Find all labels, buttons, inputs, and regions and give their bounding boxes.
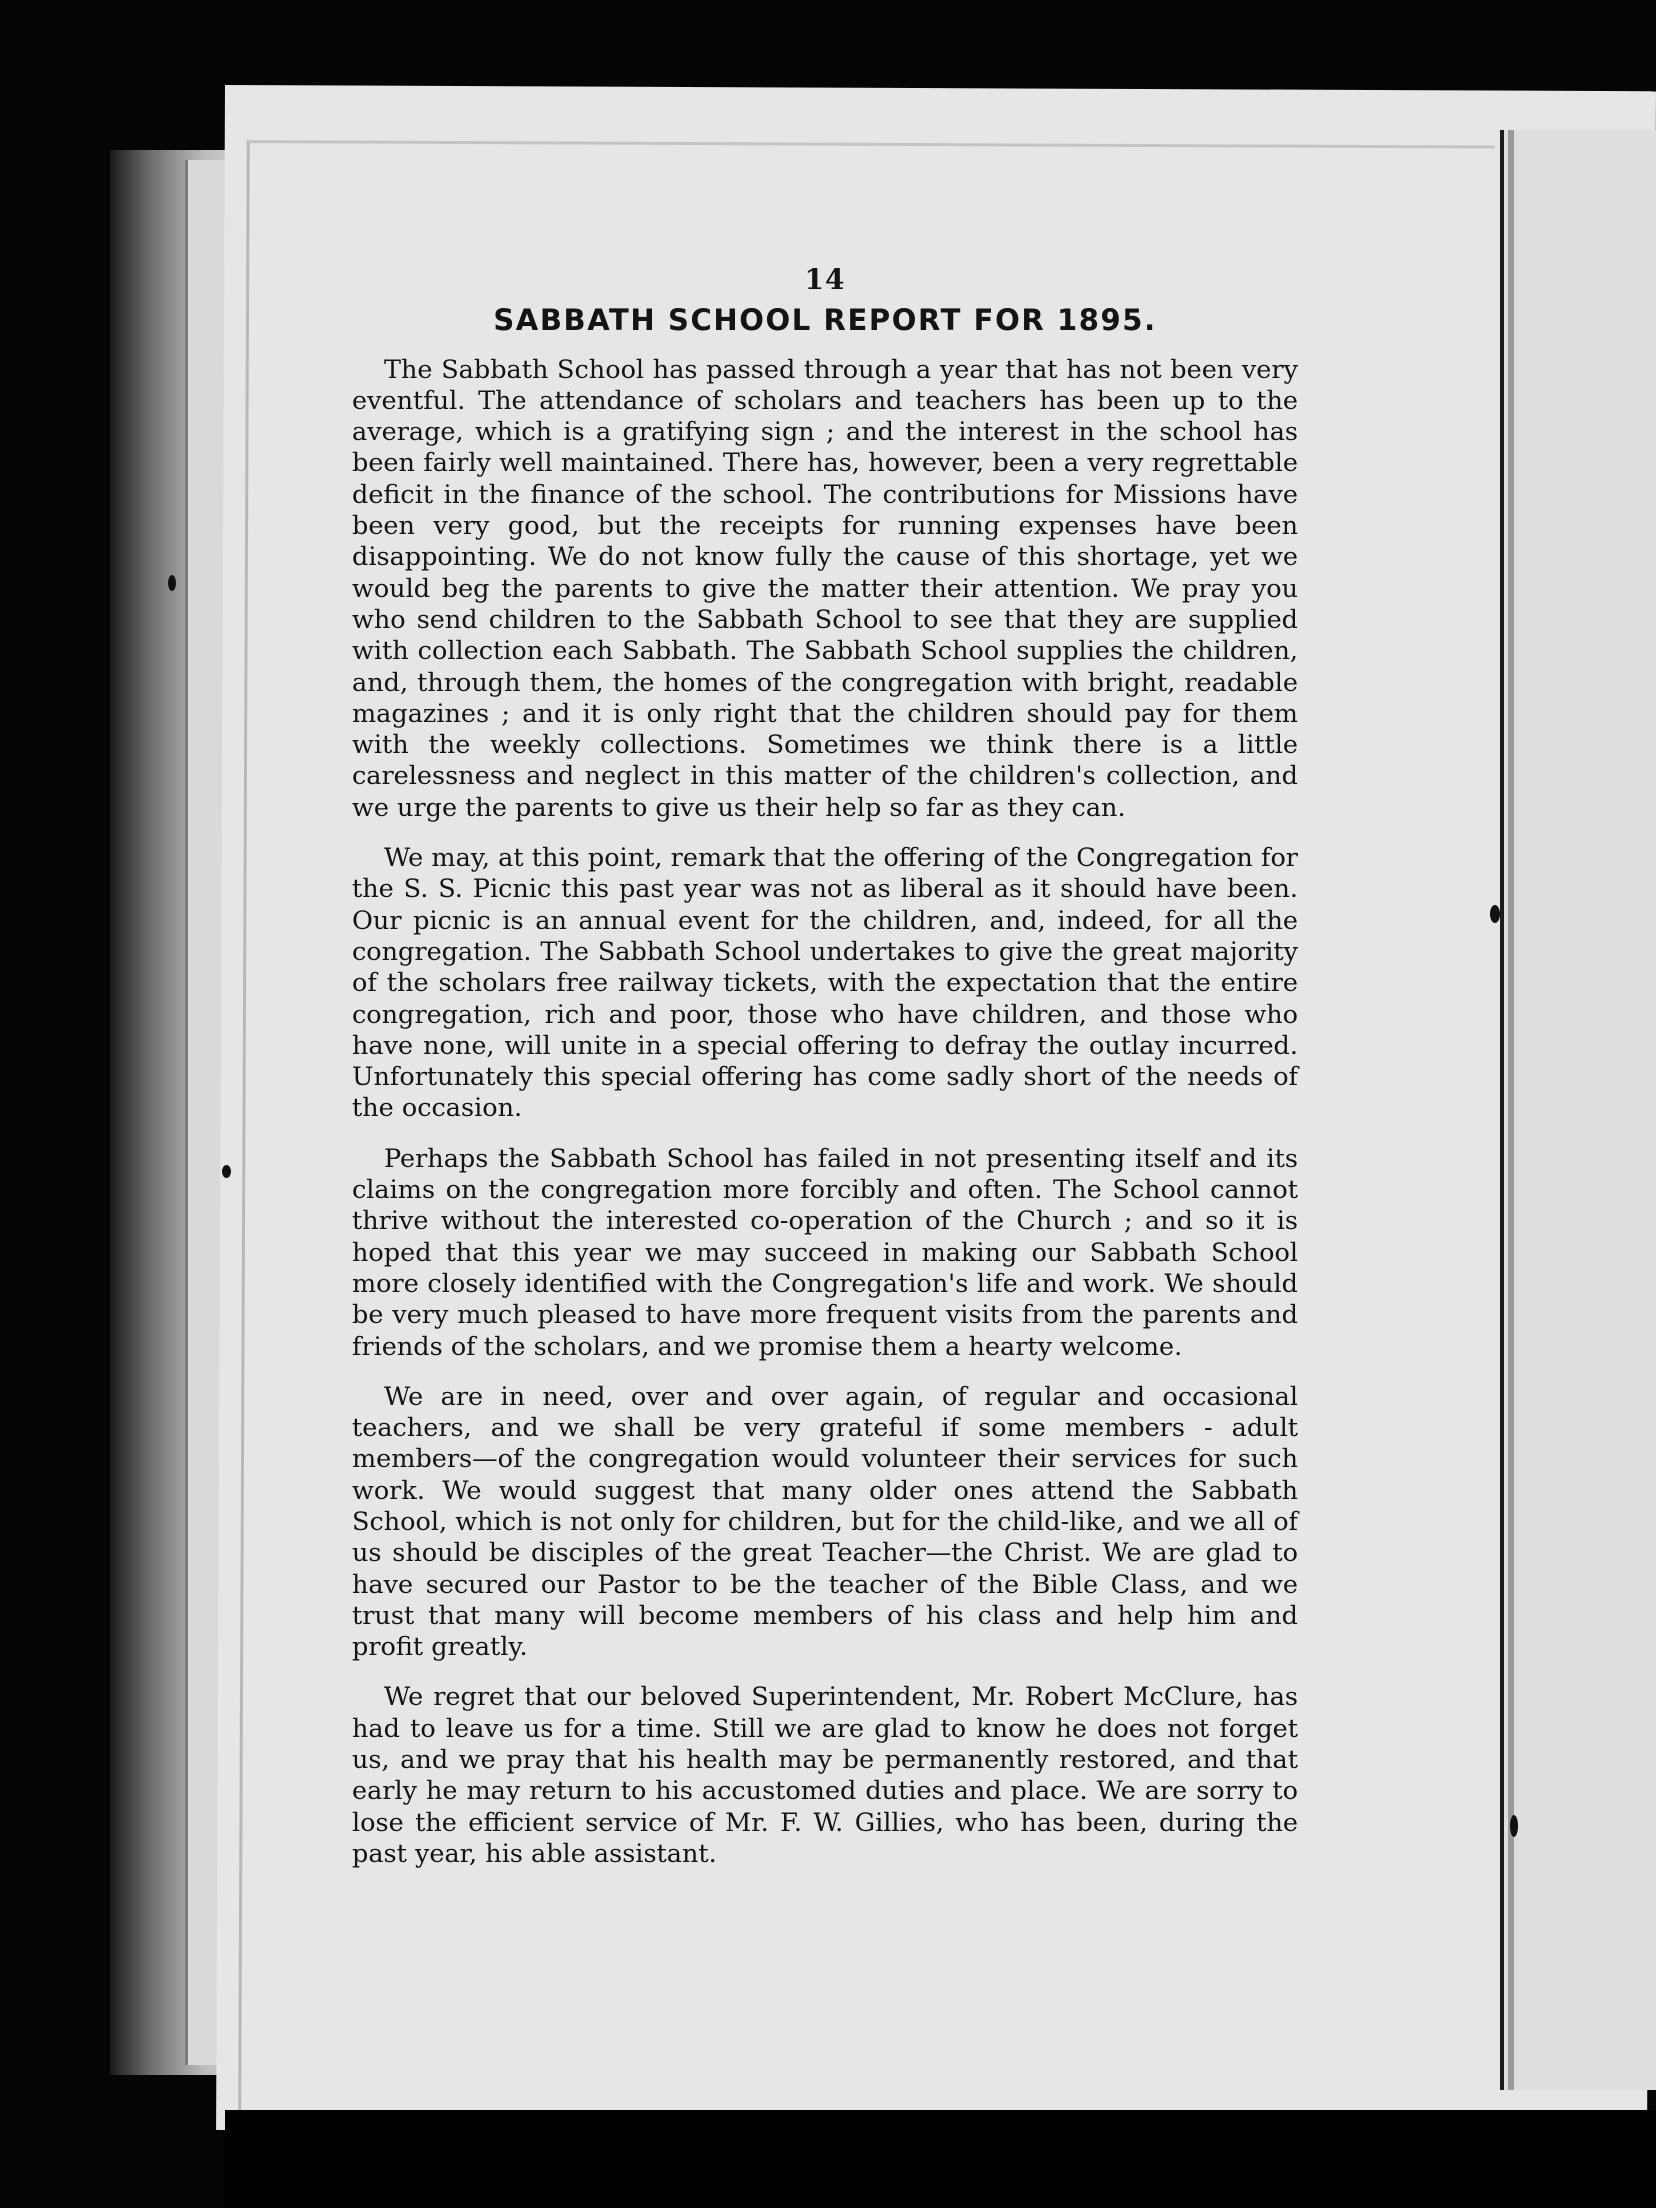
- paragraph-2: We may, at this point, remark that the offering of the Congregation for the S. S. Picnic this past year was not as liberal as it should have been. Our picnic is an annual event for the children, and, indeed, for all the congregation. The Sabbath School undertakes to give the great majority of the scholars free railway tickets, with the expectation that the entire congregation, rich and poor, those who have children, and those who have none, will unite in a special offering to defray the outlay incurred. Unfortunately this special offering has come sadly short of the needs of the occasion.: [352, 843, 1298, 1124]
- paragraph-1: The Sabbath School has passed through a year that has not been very eventful. The attendance of scholars and teachers has been up to the average, which is a gratifying sign ; and the interest in the school has been fairly well maintained. There has, however, been a very regrettable deficit in the finance of the school. The contributions for Missions have been very good, but the receipts for running expenses have been disappointing. We do not know fully the cause of this shortage, yet we would beg the parents to give the matter their attention. We pray you who send children to the Sabbath School to see that they are supplied with collection each Sabbath. The Sabbath School supplies the children, and, through them, the homes of the congregation with bright, readable magazines ; and it is only right that the children should pay for them with the weekly collections. Sometimes we think there is a little carelessness and neglect in this matter of the children's collection, and we urge the parents to give us their help so far as they can.: [352, 354, 1298, 823]
- paragraph-4: We are in need, over and over again, of regular and occasional teachers, and we shall be very grateful if some members - adult members—of the congregation would volunteer their services for such work. We would suggest that many older ones attend the Sabbath School, which is not only for children, but for the child-like, and we all of us should be disciples of the great Teacher—the Christ. We are glad to have secured our Pastor to be the teacher of the Bible Class, and we trust that many will become members of his class and help him and profit greatly.: [352, 1381, 1298, 1663]
- paragraph-3: Perhaps the Sabbath School has failed in not presenting itself and its claims on the congregation more forcibly and often. The School cannot thrive without the interested co-operation of the Church ; and so it is hoped that this year we may succeed in making our Sabbath School more closely identified with the Congregation's life and work. We should be very much pleased to have more frequent visits from the parents and friends of the scholars, and we promise them a hearty welcome.: [352, 1143, 1298, 1362]
- facing-page-edge: [1500, 130, 1656, 2090]
- report-text: [352, 264, 1298, 1889]
- bottom-shadow: [225, 2110, 1656, 2208]
- scan-speck: [222, 1165, 231, 1178]
- scan-speck: [168, 575, 176, 591]
- scan-speck: [1510, 1815, 1518, 1837]
- scan-speck: [1490, 905, 1500, 923]
- page-number: 14: [804, 263, 846, 296]
- paragraph-5: We regret that our beloved Superintendent, Mr. Robert McClure, has had to leave us for a time. Still we are glad to know he does not forget us, and we pray that his health may be permanently restored, and that early he may return to his accustomed duties and place. We are sorry to lose the efficient service of Mr. F. W. Gillies, who has been, during the past year, his able assistant.: [352, 1682, 1298, 1869]
- report-title: SABBATH SCHOOL REPORT FOR 1895.: [493, 303, 1157, 338]
